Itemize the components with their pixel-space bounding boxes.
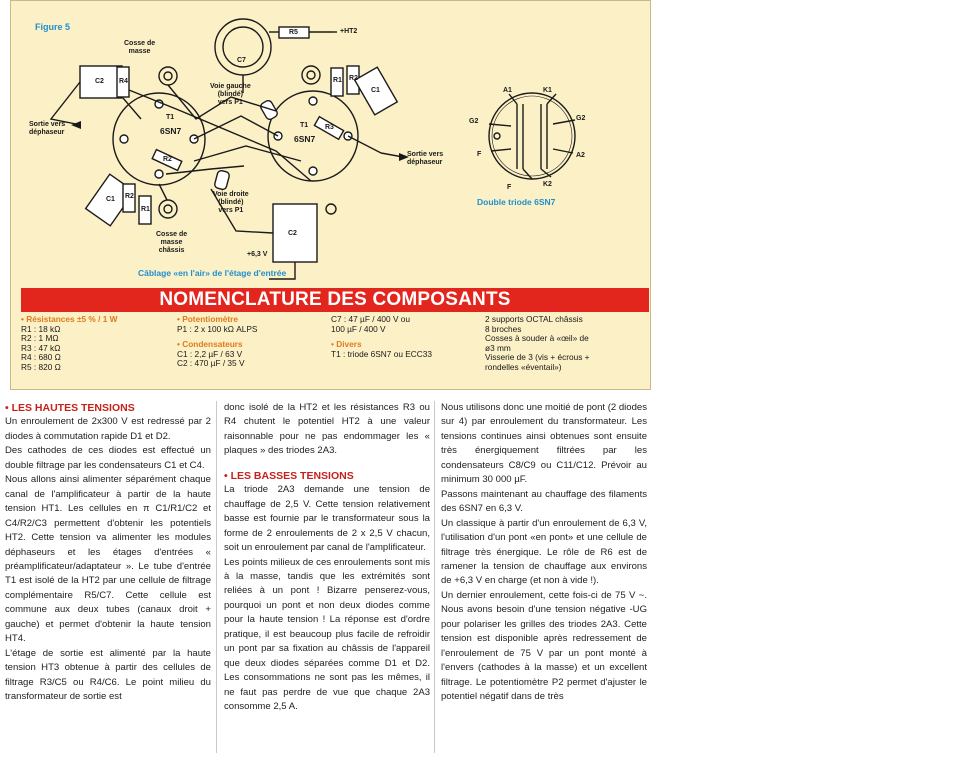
article-column-2 (224, 401, 430, 715)
paragraph: donc isolé de la HT2 et les résistances R3 ou R4 chutent le potentiel HT2 à une valeur raisonnable pour ne pas endommager les « plaques » des triodes 2A3. (224, 402, 430, 457)
condensateur-item: C2 : 470 µF / 35 V (177, 358, 245, 369)
caption-cablage: Câblage «en l'air» de l'étage d'entrée (138, 268, 287, 278)
label-c2-left: C2 (95, 78, 104, 85)
condensateurs-heading: • Condensateurs (177, 339, 243, 350)
label-r2-mid: R2 (163, 156, 172, 163)
label-tube-left: 6SN7 (160, 126, 182, 136)
column-divider (434, 401, 435, 753)
nomenclature-supports (485, 315, 635, 373)
nomenclature-title: NOMENCLATURE DES COMPOSANTS (21, 288, 649, 312)
pin-f-bottom: F (507, 184, 512, 191)
pin-g2-right: G2 (576, 115, 586, 122)
tube-left-pin (120, 135, 128, 143)
pin-k1: K1 (543, 87, 552, 94)
paragraph: Les points milieux de ces enroulements sont mis à la masse, tandis que les extrémités sont reliées à un pont ! Bizarre penserez-vous, pourquoi un pont et non deux diodes comme pour la haute tension ! La réponse est d'ordre pratique, il est beaucoup plus facile de refroidir un pont par sa fixation au châssis de l'appareil que deux diodes séparées comme D1 et D2. Les consommations ne sont pas les mêmes, il ne faut pas perdre de vue que chaque 2A3 consomme 2,5 A. (224, 556, 430, 713)
paragraph: Nous utilisons donc une moitié de pont (2 diodes sur 4) par enroulement du transformateur. Les tensions continues ainsi obtenues sont ensuite très énergiquement filtrées par les condensateurs C8/C9 ou C11/C12. Prévoir au minimum 30 000 µF. (441, 402, 647, 486)
label-r1-bottom: R1 (141, 206, 150, 213)
ground-lug-bottom (159, 200, 177, 218)
resistance-item: R4 : 680 Ω (21, 352, 61, 363)
label-plus-6-3v: +6,3 V (247, 251, 268, 258)
c7-item: 100 µF / 400 V (331, 323, 386, 334)
paragraph: Nous allons ainsi alimenter séparément chaque canal de l'amplificateur à partir de la haute tension HT1. Les cellules en π C1/R1/C2 et C4/R2/C3 permettent d'obtenir les potentiels HT2. Cette tension va alimenter les modules déphaseurs et les étages d'entrées « préamplificateur/adaptateur ». Le tube d'entrée T1 est isolé de la HT2 par une cellule de filtrage complémentaire R5/C7. Cette cellule est commune aux deux tubes (canaux droit + gauche) et permet d'obtenir la haute tension HT4. (5, 474, 211, 645)
ground-lug-top (159, 67, 177, 85)
label-r4: R4 (119, 78, 128, 85)
pin-a1: A1 (503, 87, 512, 94)
pin-f-left: F (477, 151, 482, 158)
caption-double-triode: Double triode 6SN7 (477, 197, 556, 207)
support-item: 2 supports OCTAL châssis (485, 314, 583, 324)
label-c7: C7 (237, 57, 246, 64)
support-item: Visserie de 3 (vis + écrous + (485, 352, 590, 363)
paragraph: Un dernier enroulement, cette fois-ci de 75 V ~. Nous avons besoin d'une tension négative -UG pour polariser les grilles des triodes 2A3. Cette tension est disponible après redressement de l'enroulement de 75 V par un pont monté à l'envers (cathodes à la masse) et un excellent filtrage. Le potentiomètre P2 permet d'ajuster le potentiel négatif dans de très (441, 589, 647, 703)
paragraph: Passons maintenant au chauffage des filaments des 6SN7 en 6,3 V. (441, 488, 647, 515)
column-divider (216, 401, 217, 753)
pin-a2: A2 (576, 152, 585, 159)
paragraph: La triode 2A3 demande une tension de chauffage de 2,5 V. Cette tension relativement basse est fournie par le transformateur sous la forme de 2 enroulements de 2 x 2,5 V chacun, soit un enroulement par canal de l'amplificateur. (224, 484, 430, 554)
resistance-item: R5 : 820 Ω (21, 361, 61, 372)
figure-panel (10, 0, 651, 390)
support-item: rondelles «éventail») (485, 361, 562, 372)
resistance-item: R3 : 47 kΩ (21, 342, 61, 353)
support-item: ø3 mm (485, 342, 511, 353)
support-item: Cosses à souder à «œil» de (485, 333, 589, 344)
label-t1-right: T1 (300, 122, 309, 129)
pin-g2-left: G2 (469, 118, 479, 125)
nomenclature-c7-divers (331, 315, 481, 359)
tube-right-pin (309, 167, 317, 175)
tube-left-pin (155, 170, 163, 178)
label-cosse-top: Cosse de masse (124, 40, 156, 55)
label-sortie-left: Sortie vers déphaseur (29, 121, 66, 136)
tube-right-pin (309, 97, 317, 105)
label-t1-left: T1 (166, 114, 175, 121)
article-column-3 (441, 401, 647, 705)
section-title-hautes-tensions: • LES HAUTES TENSIONS (5, 402, 135, 414)
paragraph: Un classique à partir d'un enroulement de 6,3 V, l'utilisation d'un pont «en pont» et une cellule de filtrage très énergique. Le rôle de R6 est de ramener la tension de chauffage aux environs de +6,3 V en charge (et non à vide !). (441, 517, 647, 587)
label-r5: R5 (289, 29, 298, 36)
pin-k2: K2 (543, 181, 552, 188)
label-r3: R3 (325, 124, 334, 131)
divers-item: T1 : triode 6SN7 ou ECC33 (331, 348, 432, 359)
condensateur-item: C1 : 2,2 µF / 63 V (177, 348, 243, 359)
potentiometre-heading: • Potentiomètre (177, 314, 238, 324)
resistance-item: R2 : 1 MΩ (21, 333, 59, 344)
pinout-circle (489, 93, 575, 179)
label-c2-right: C2 (288, 230, 297, 237)
resistances-heading: • Résistances ±5 % / 1 W (21, 314, 118, 324)
resistance-item: R1 : 18 kΩ (21, 323, 61, 334)
paragraph: Un enroulement de 2x300 V est redressé par 2 diodes à commutation rapide D1 et D2. (5, 416, 211, 442)
label-r2-bottom: R2 (125, 193, 134, 200)
label-sortie-right: Sortie vers déphaseur (407, 151, 444, 166)
paragraph: Des cathodes de ces diodes est effectué un double filtrage par les condensateurs C1 et C4. (5, 445, 211, 471)
support-item: 8 broches (485, 323, 522, 334)
nomenclature-resistances (21, 315, 179, 373)
section-title-basses-tensions: • LES BASSES TENSIONS (224, 469, 354, 482)
label-r1-top: R1 (333, 77, 342, 84)
nomenclature-pot-cond (177, 315, 327, 369)
divers-heading: • Divers (331, 339, 362, 350)
label-voie-gauche: Voie gauche (blindé) vers P1 (210, 83, 251, 106)
c7-item: C7 : 47 µF / 400 V ou (331, 314, 411, 324)
label-c1-bottom: C1 (106, 196, 115, 203)
label-cosse-bottom: Cosse de masse châssis (156, 231, 188, 254)
article-column-1 (5, 401, 211, 705)
potentiometre-item: P1 : 2 x 100 kΩ ALPS (177, 323, 258, 334)
label-c1-top: C1 (371, 87, 380, 94)
figure-label: Figure 5 (35, 22, 71, 32)
label-r2-top: R2 (349, 75, 358, 82)
label-tube-right: 6SN7 (294, 134, 316, 144)
label-voie-droite: Voie droite (blindé) vers P1 (213, 191, 249, 214)
paragraph: L'étage de sortie est alimenté par la haute tension HT3 obtenue à partir des cellules de filtrage R3/C5 ou R4/C6. Le point milieu du transformateur de sortie est (5, 647, 211, 703)
label-ht2: +HT2 (340, 28, 358, 35)
